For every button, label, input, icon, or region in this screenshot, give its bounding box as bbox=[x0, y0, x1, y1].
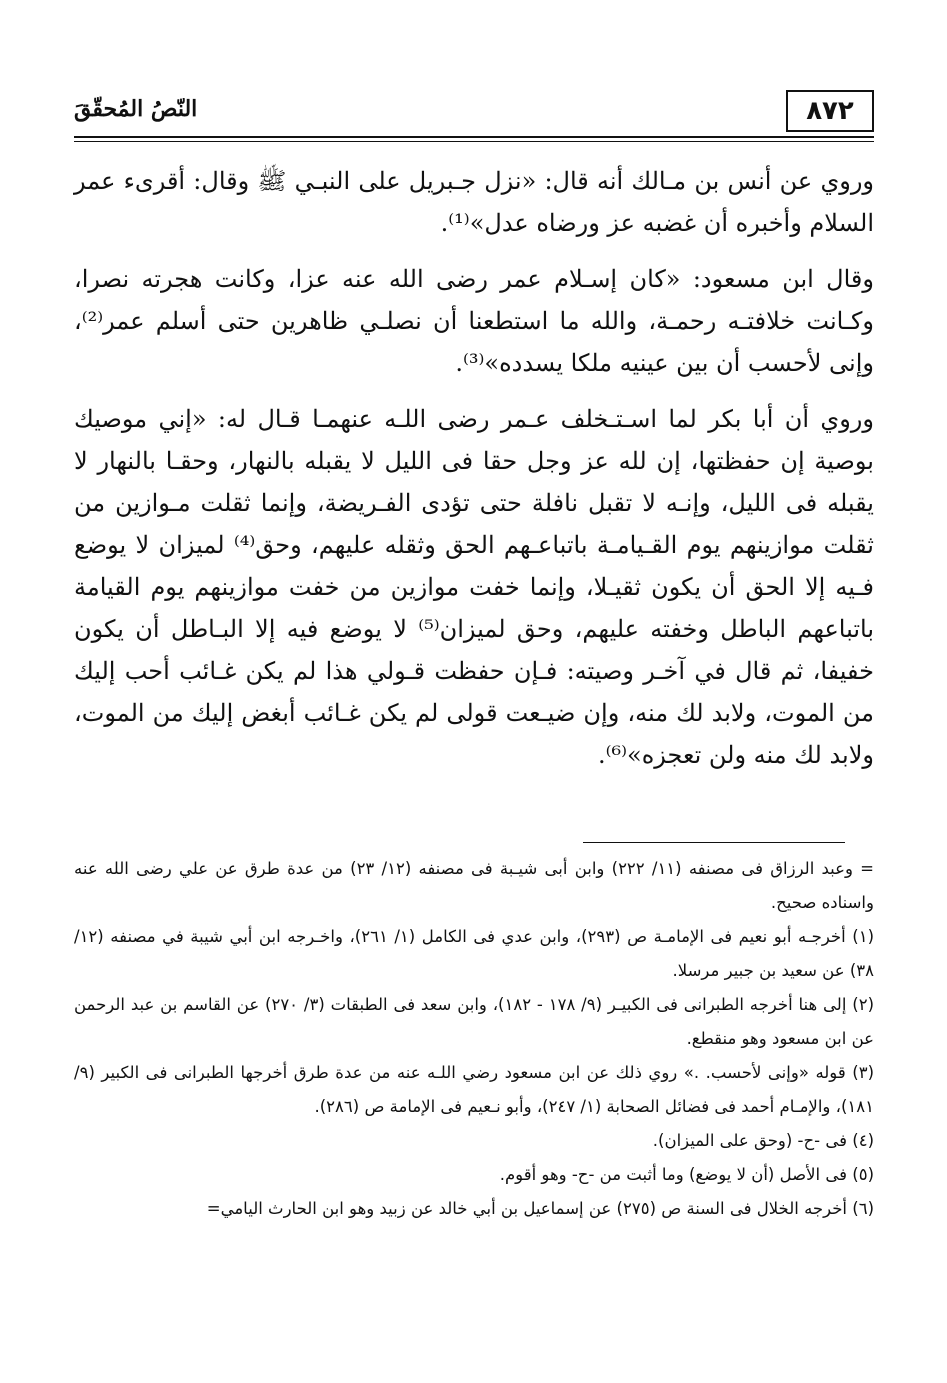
header-rule-thin bbox=[74, 141, 874, 142]
footnote-separator bbox=[583, 842, 845, 843]
footnote-2: (٢) إلى هنا أخرجه الطبرانى فى الكبيـر (٩/ ١٧٨ - ١٨٢)، وابن سعد فى الطبقات (٣/ ٢٧٠) عن القاسم بن عبد الرحمن عن ابن مسعود وهو منقطع. bbox=[74, 995, 875, 1048]
page-header bbox=[74, 86, 874, 146]
paragraph-3: وروي أن أبا بكر لما اسـتـخلف عـمر رضى اللـه عنهمـا قـال له: «إني موصيك بوصية إن حفظتها، إن لله عز وجل حقا فى الليل لا يقبله بالنهار، وحقـا بالنهار لا يقبله فى الليل، وإنـه لا تقبل نافلة حتى تؤدى الفـريضة، وإنما ثقلت مـوازين من ثقلت موازينهم يوم القـيامـة باتباعـهم الحق وثقله عليهم، وحق⁽⁴⁾ لميزان لا يوضع فـيه إلا الحق أن يكون ثقيـلا، وإنما خفت موازين من خفت موازينهم يوم القيامة باتباعهم الباطل وخفته عليهم، وحق لميزان⁽⁵⁾ لا يوضع فيه إلا البـاطل أن يكون خفيفا، ثم قال في آخـر وصيته: فـإن حفظت قـولي هذا لم يكن غـائب أحب إليك من الموت، ولابد لك منه، وإن ضيـعت قولى لم يكن غـائب أبغض إليك من الموت، ولابد لك منه ولن تعجزه»⁽⁶⁾. bbox=[74, 405, 875, 769]
footnote-6: (٦) أخرجه الخلال فى السنة ص (٢٧٥) عن إسماعيل بن أبي خالد عن زبيد وهو ابن الحارث اليامي= bbox=[206, 1199, 874, 1218]
main-text bbox=[74, 160, 874, 776]
footnote-1: (١) أخرجـه أبو نعيم فى الإمامـة ص (٢٩٣)، وابن عدي فى الكامل (١/ ٢٦١)، واخـرجه ابن أبي شيبة في مصنفه (١٢/ ٣٨) عن سعيد بن جبير مرسلا. bbox=[74, 927, 874, 980]
footnotes bbox=[74, 852, 874, 1226]
footnote-continued: = وعبد الرزاق فى مصنفه (١١/ ٢٢٢) وابن أبى شيـبة فى مصنفه (١٢/ ٢٣) من عدة طرق عن علي رضى الله عنه واسناده صحيح. bbox=[74, 859, 875, 912]
footnote-4: (٤) فى -ح- (وحق على الميزان). bbox=[652, 1131, 874, 1150]
page-number: ٨٧٢ bbox=[786, 90, 874, 132]
footnote-3: (٣) قوله «وإنى لأحسب. .» روي ذلك عن ابن مسعود رضي اللـه عنه من عدة طرق أخرجها الطبرانى فى الكبير (٩/ ١٨١)، والإمـام أحمد فى فضائل الصحابة (١/ ٢٤٧)، وأبو نـعيم فى الإمامة ص (٢٨٦). bbox=[74, 1063, 874, 1116]
paragraph-1: وروي عن أنس بن مـالك أنه قال: «نزل جـبريل على النبـي ﷺ وقال: أقرىء عمر السلام وأخبره أن غضبه عز ورضاه عدل»⁽¹⁾. bbox=[74, 167, 874, 237]
running-title: النّصُ المُحقّقَ bbox=[74, 96, 198, 122]
footnote-5: (٥) فى الأصل (أن لا يوضع) وما أثبت من -ح- وهو أقوم. bbox=[499, 1165, 874, 1184]
paragraph-2: وقال ابن مسعود: «كان إسـلام عمر رضى الله عنه عزا، وكانت هجرته نصرا، وكـانت خلافتـه رحمـة، والله ما استطعنا أن نصلـي ظاهرين حتى أسلم عمر⁽²⁾، وإنى لأحسب أن بين عينيه ملكا يسدده»⁽³⁾. bbox=[74, 265, 874, 377]
header-rule bbox=[74, 136, 874, 138]
